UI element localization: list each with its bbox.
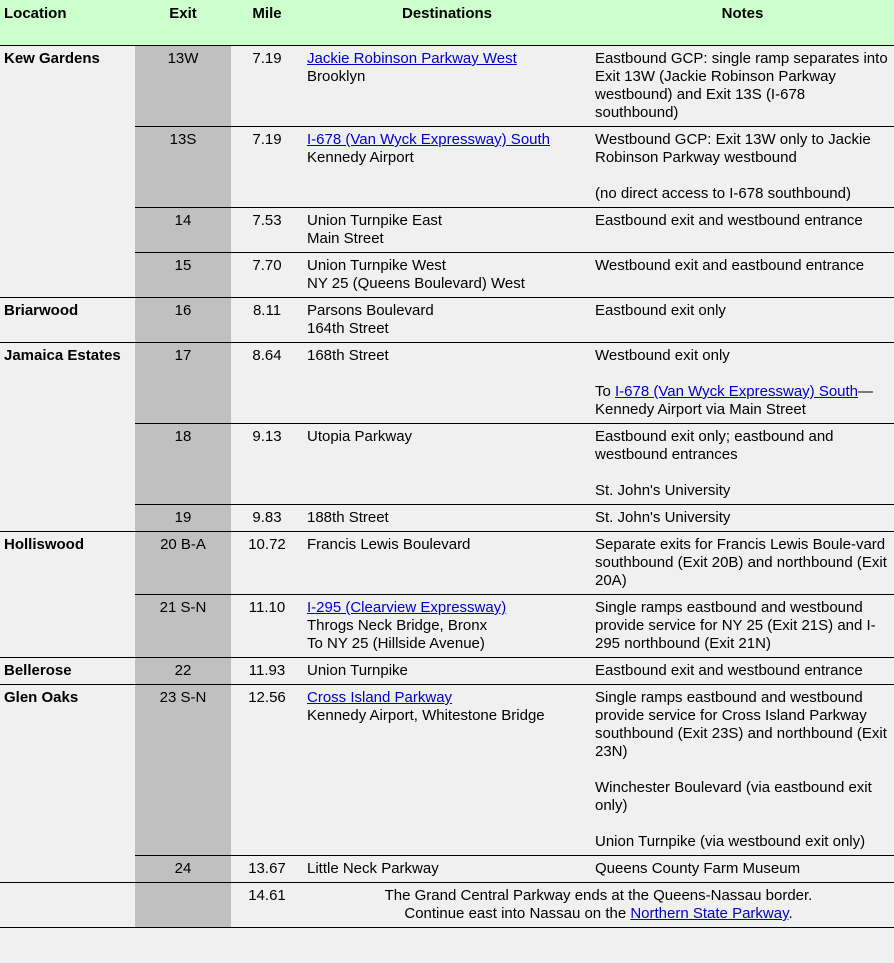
note-line: Winchester Boulevard (via eastbound exit only) [595,779,872,814]
mile-cell: 11.93 [231,658,303,685]
note-spacer [595,365,890,383]
note-spacer [595,815,890,833]
exit-number-cell: 19 [135,505,231,532]
notes-cell [591,208,894,253]
notes-cell [591,505,894,532]
destination-line [307,131,587,149]
header-row [0,0,894,46]
destination-line: Parsons Boulevard [307,302,434,319]
exit-number-cell: 15 [135,253,231,298]
destination-line [307,689,587,707]
end-row [0,883,894,928]
destination-line: To NY 25 (Hillside Avenue) [307,635,485,652]
mile-cell: 7.70 [231,253,303,298]
table-row [0,658,894,685]
destinations-cell [303,532,591,595]
location-cell: Bellerose [0,658,135,685]
destination-line [307,50,587,68]
note-line: Westbound exit and eastbound entrance [595,257,865,274]
exit-number-cell: 13W [135,46,231,127]
table-row [0,46,894,127]
mile-cell: 7.19 [231,46,303,127]
notes-cell [591,298,894,343]
mile-cell: 7.53 [231,208,303,253]
mile-cell: 7.19 [231,127,303,208]
table-row [0,595,894,658]
note-line: (no direct access to I-678 southbound) [595,185,851,202]
destinations-cell [303,46,591,127]
note-line: Westbound exit only [595,347,730,364]
destination-line: Utopia Parkway [307,428,413,445]
table-row [0,532,894,595]
table-row [0,253,894,298]
destination-link[interactable]: Jackie Robinson Parkway West [307,50,517,67]
exit-number-cell: 23 S-N [135,685,231,856]
destination-line: Throgs Neck Bridge, Bronx [307,617,488,634]
header-exit: Exit [135,0,231,46]
destination-line: Union Turnpike West [307,257,446,274]
header-location: Location [0,0,135,46]
mile-cell: 10.72 [231,532,303,595]
destinations-cell [303,298,591,343]
table-row [0,298,894,343]
destinations-cell [303,685,591,856]
note-spacer [595,761,890,779]
location-cell: Holliswood [0,532,135,658]
mile-cell: 12.56 [231,685,303,856]
exit-number-cell: 24 [135,856,231,883]
note-line: Queens County Farm Museum [595,860,801,877]
exit-number-cell: 13S [135,127,231,208]
end-note-line: Continue east into Nassau on the Northern State Parkway. [404,905,793,922]
table-row [0,127,894,208]
notes-cell [591,46,894,127]
destination-line: Union Turnpike [307,662,408,679]
exit-number-cell: 17 [135,343,231,424]
note-line: Westbound GCP: Exit 13W only to Jackie Robinson Parkway westbound [595,131,871,166]
mile-cell: 8.11 [231,298,303,343]
note-line: St. John's University [595,482,731,499]
note-line: Union Turnpike (via westbound exit only) [595,833,866,850]
northern-state-parkway-link[interactable]: Northern State Parkway [630,905,789,922]
location-cell: Briarwood [0,298,135,343]
destinations-cell [303,424,591,505]
table-row [0,685,894,856]
notes-cell [591,343,894,424]
destination-line: 168th Street [307,347,389,364]
destination-line: Little Neck Parkway [307,860,439,877]
note-line: Eastbound exit only [595,302,726,319]
note-line: St. John's University [595,509,731,526]
note-spacer [595,167,890,185]
exit-number-cell: 21 S-N [135,595,231,658]
destinations-cell [303,343,591,424]
notes-cell [591,532,894,595]
note-line: Eastbound exit only; eastbound and westbound entrances [595,428,834,463]
exit-number-cell: 20 B-A [135,532,231,595]
note-line: Eastbound GCP: single ramp separates into Exit 13W (Jackie Robinson Parkway westbound) and Exit 13S (I-678 southbound) [595,50,888,121]
destination-line: 164th Street [307,320,389,337]
destination-link[interactable]: I-678 (Van Wyck Expressway) South [307,131,551,148]
destination-link[interactable]: Cross Island Parkway [307,689,453,706]
destination-line: Union Turnpike East [307,212,443,229]
location-cell-empty [0,883,135,928]
note-line: Single ramps eastbound and westbound provide service for NY 25 (Exit 21S) and I-295 northbound (Exit 21N) [595,599,876,652]
notes-cell [591,127,894,208]
exit-number-cell: 14 [135,208,231,253]
mile-cell: 8.64 [231,343,303,424]
destination-line [307,599,587,617]
destination-line: Brooklyn [307,68,366,85]
destinations-cell [303,253,591,298]
exit-number-cell: 18 [135,424,231,505]
notes-cell [591,856,894,883]
end-note-cell [303,883,894,928]
destinations-cell [303,658,591,685]
destinations-cell [303,208,591,253]
notes-cell [591,253,894,298]
destination-line: Main Street [307,230,384,247]
end-note-line: The Grand Central Parkway ends at the Queens-Nassau border. [384,887,813,904]
note-spacer [595,464,890,482]
location-cell: Jamaica Estates [0,343,135,532]
destination-line: Kennedy Airport, Whitestone Bridge [307,707,545,724]
table-body [0,46,894,928]
destination-line: NY 25 (Queens Boulevard) West [307,275,525,292]
table-row [0,343,894,424]
mile-cell: 13.67 [231,856,303,883]
notes-cell [591,658,894,685]
destination-line: 188th Street [307,509,389,526]
destinations-cell [303,127,591,208]
destination-line: Kennedy Airport [307,149,414,166]
destinations-cell [303,856,591,883]
table-row [0,505,894,532]
note-link[interactable]: I-678 (Van Wyck Expressway) South [615,383,859,400]
destination-link[interactable]: I-295 (Clearview Expressway) [307,599,507,616]
exit-number-cell: 22 [135,658,231,685]
notes-cell [591,424,894,505]
destination-line: Francis Lewis Boulevard [307,536,471,553]
note-line: Eastbound exit and westbound entrance [595,662,863,679]
notes-cell [591,595,894,658]
table-row [0,208,894,253]
exit-number-cell: 16 [135,298,231,343]
header-mile: Mile [231,0,303,46]
note-line: To I-678 (Van Wyck Expressway) South—Kennedy Airport via Main Street [595,383,874,418]
mile-cell: 9.83 [231,505,303,532]
mile-cell: 9.13 [231,424,303,505]
note-line: Separate exits for Francis Lewis Boule-vard southbound (Exit 20B) and northbound (Exit 20A) [595,536,887,589]
destinations-cell [303,505,591,532]
table-row [0,424,894,505]
exit-number-cell-empty [135,883,231,928]
note-line: Single ramps eastbound and westbound provide service for Cross Island Parkway southbound (Exit 23S) and northbound (Exit 23N) [595,689,887,760]
table-row [0,856,894,883]
header-notes: Notes [591,0,894,46]
destinations-cell [303,595,591,658]
notes-cell [591,685,894,856]
location-cell: Kew Gardens [0,46,135,298]
mile-cell: 11.10 [231,595,303,658]
note-line: Eastbound exit and westbound entrance [595,212,863,229]
header-destinations: Destinations [303,0,591,46]
location-cell: Glen Oaks [0,685,135,883]
mile-cell: 14.61 [231,883,303,928]
